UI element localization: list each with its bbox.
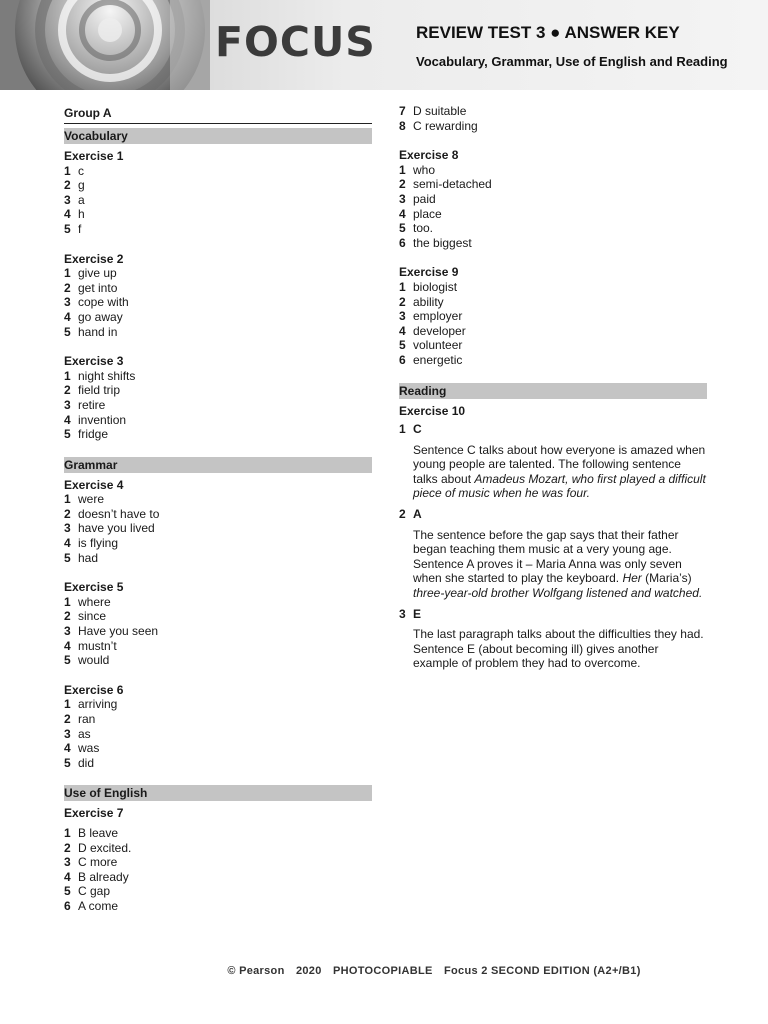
reading-explanation: Sentence C talks about how everyone is amazed when young people are talented. The following sentence talks about Amadeus Mozart, who first played a difficult piece of music when he was four. (413, 442, 706, 501)
exercise-5 (64, 580, 372, 668)
section-use-of-english: Use of English (64, 785, 372, 801)
exercise-title: Exercise 1 (64, 149, 124, 163)
answer-item: 2 ran (64, 712, 96, 726)
answer-item: 2 semi-detached (399, 177, 492, 192)
answer-item: 4 mustn’t (64, 638, 117, 653)
answer-item: 1 biologist (399, 279, 458, 294)
page-footer (0, 965, 768, 977)
exercise-title: Exercise 5 (64, 580, 124, 595)
answer-item: 1 c (64, 163, 84, 178)
answer-item: 2 ability (399, 294, 444, 309)
answer-item: 2 D excited. (64, 840, 132, 855)
exercise-title: Exercise 6 (64, 682, 124, 697)
answer-item: 4 h (64, 207, 85, 222)
answer-item: 5 C gap (64, 884, 111, 899)
answer-item: 2 g (64, 178, 85, 193)
reading-answer-3: 3 E The last paragraph talks about the difficulties they had. Sentence E (about becoming ill) gives another example of problem they had to overcome. (399, 607, 707, 671)
page-subtitle: Vocabulary, Grammar, Use of English and Reading (416, 54, 728, 69)
answer-item: 4 is flying (64, 536, 119, 551)
focus-logo-swirl-icon (0, 0, 210, 90)
exercise-6 (64, 683, 372, 771)
answer-item: 3 as (64, 726, 91, 741)
exercise-4 (64, 478, 372, 566)
page-header (0, 0, 768, 90)
answer-item: 4 go away (64, 309, 123, 324)
reading-explanation: The last paragraph talks about the difficulties they had. Sentence E (about becoming ill) gives another example of problem they had to overcome. (413, 627, 704, 671)
focus-logo: FOCUS (215, 18, 376, 66)
answer-item: 4 was (64, 741, 100, 756)
answer-item: 3 paid (399, 191, 436, 206)
exercise-1 (64, 149, 372, 237)
exercise-7 (64, 806, 372, 913)
answer-item: 3 cope with (64, 295, 129, 310)
exercise-title: Exercise 4 (64, 477, 124, 492)
answer-item: 1 were (64, 492, 105, 507)
answer-item: 5 hand in (64, 324, 118, 339)
left-column (64, 106, 372, 914)
answer-item: 2 field trip (64, 383, 121, 398)
answer-item: 2 doesn’t have to (64, 506, 160, 521)
answer-item: 7 D suitable (399, 104, 467, 118)
answer-item: 5 volunteer (399, 338, 463, 353)
edition-label: Focus 2 SECOND EDITION (A2+/B1) (444, 965, 641, 977)
answer-item: 5 would (64, 653, 110, 668)
answer-item: 4 B already (64, 869, 129, 884)
answer-item: 3 employer (399, 309, 463, 324)
answer-item: 1 give up (64, 266, 117, 281)
reading-answer-2: 2 A The sentence before the gap says that their father began teaching them music at a very young age. Sentence A proves it – Maria Anna was only seven when she started to play the keyboard. Her (Maria’s) three-year-old brother Wolfgang listened and watched. (399, 507, 707, 601)
answer-item: 5 f (64, 221, 82, 236)
exercise-7-continued (399, 104, 707, 133)
answer-item: 3 retire (64, 397, 106, 412)
photocopiable-label: PHOTOCOPIABLE (333, 965, 433, 977)
exercise-title: Exercise 3 (64, 354, 124, 369)
exercise-title: Exercise 2 (64, 251, 124, 266)
page-title: REVIEW TEST 3 ● ANSWER KEY (416, 23, 680, 42)
answer-item: 3 a (64, 192, 85, 207)
answer-item: 5 too. (399, 221, 434, 236)
reading-answer-1: 1 C Sentence C talks about how everyone is amazed when young people are talented. The following sentence talks about Amadeus Mozart, who first played a difficult piece of music when he was four. (399, 422, 706, 501)
answer-item: 4 place (399, 206, 442, 221)
right-column (399, 104, 707, 671)
answer-item: 3 C more (64, 855, 118, 870)
answer-item: 6 the biggest (399, 235, 472, 250)
answer-item: 4 developer (399, 323, 466, 338)
exercise-3 (64, 354, 372, 442)
reading-explanation: The sentence before the gap says that their father began teaching them music at a very young age. Sentence A proves it – Maria Anna was only seven when she started to play the keyboard. Her (Maria’s) three-year-old brother Wolfgang listened and watched. (413, 527, 703, 601)
answer-item: 5 fridge (64, 427, 109, 442)
answer-item: 1 who (399, 162, 436, 177)
answer-item: 1 arriving (64, 697, 118, 712)
section-reading: Reading (399, 383, 707, 399)
exercise-8 (399, 148, 707, 250)
answer-item: 2 since (64, 609, 107, 624)
exercise-title: Exercise 10 (399, 403, 466, 418)
exercise-title: Exercise 8 (399, 148, 459, 163)
answer-item: 4 invention (64, 412, 127, 427)
copyright: © Pearson (227, 965, 285, 977)
section-vocabulary: Vocabulary (64, 128, 372, 144)
footer-year: 2020 (295, 965, 322, 977)
answer-item: 5 did (64, 755, 95, 770)
section-grammar: Grammar (64, 457, 372, 473)
answer-item: 2 get into (64, 280, 118, 295)
answer-item: 1 B leave (64, 825, 119, 840)
answer-item: 1 night shifts (64, 368, 136, 383)
answer-item: 5 had (64, 550, 99, 565)
exercise-9 (399, 265, 707, 367)
exercise-title: Exercise 7 (64, 806, 124, 821)
answer-item: 6 energetic (399, 352, 463, 367)
exercise-2 (64, 252, 372, 340)
answer-item: 8 C rewarding (399, 118, 478, 133)
answer-item: 3 have you lived (64, 521, 155, 536)
group-title: Group A (64, 106, 372, 124)
exercise-title: Exercise 9 (399, 265, 459, 280)
answer-item: 1 where (64, 594, 111, 609)
answer-item: 6 A come (64, 898, 119, 913)
answer-item: 3 Have you seen (64, 624, 159, 639)
